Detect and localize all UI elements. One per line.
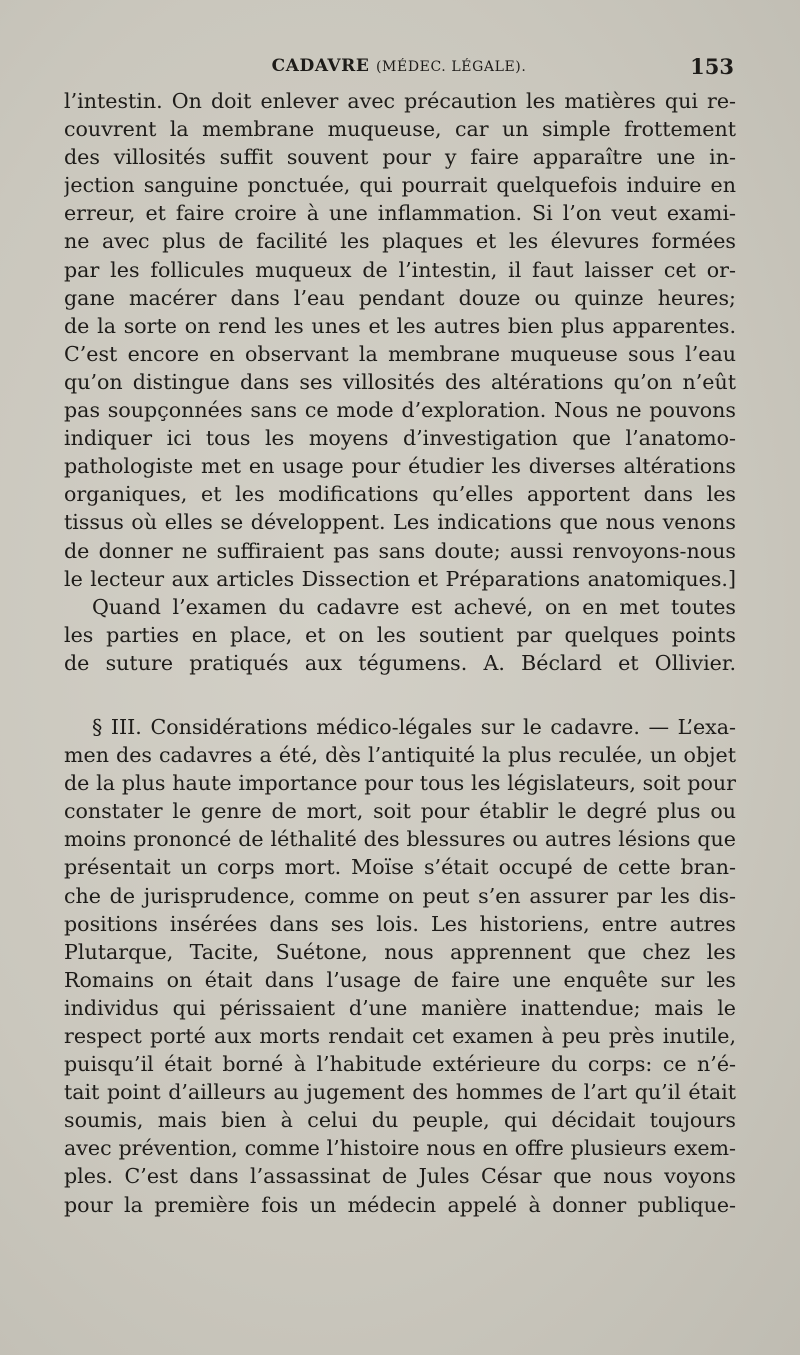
text-line: ples. C’est dans l’assassinat de Jules César que nous voyons — [64, 1164, 736, 1189]
text-line: indiquer ici tous les moyens d’investigation que l’anatomo- — [64, 426, 736, 451]
running-subtitle: (MÉDEC. LÉGALE). — [376, 59, 527, 75]
paragraph-gap — [64, 677, 736, 713]
paragraph-3 — [64, 713, 736, 1219]
text-line: de la plus haute importance pour tous les législateurs, soit pour — [64, 771, 736, 796]
text-line: puisqu’il était borné à l’habitude extérieure du corps: ce n’é- — [64, 1052, 736, 1077]
text-line: pathologiste met en usage pour étudier les diverses altérations — [64, 454, 736, 479]
text-line: C’est encore en observant la membrane muqueuse sous l’eau — [64, 341, 736, 366]
text-line: Quand l’examen du cadavre est achevé, on en met toutes — [92, 594, 736, 619]
text-line: des villosités suffit souvent pour y faire apparaître une in- — [64, 145, 736, 170]
text-line: par les follicules muqueux de l’intestin, il faut laisser cet or- — [64, 257, 736, 282]
paragraph-2 — [64, 593, 736, 677]
text-line: moins prononcé de léthalité des blessures ou autres lésions que — [64, 827, 736, 852]
text-line: gane macérer dans l’eau pendant douze ou quinze heures; — [64, 285, 736, 310]
running-title: CADAVRE — [271, 56, 370, 76]
text-line: présentait un corps mort. Moïse s’était occupé de cette bran- — [64, 855, 736, 880]
text-line: de suture pratiqués aux tégumens. A. Béclard et Ollivier. — [64, 650, 736, 675]
text-line: tissus où elles se développent. Les indications que nous venons — [64, 510, 736, 535]
running-head — [64, 56, 734, 76]
text-line: qu’on distingue dans ses villosités des altérations qu’on n’eût — [64, 369, 736, 394]
body-text — [64, 87, 736, 1219]
text-line: les parties en place, et on les soutient par quelques points — [64, 622, 736, 647]
text-line: de la sorte on rend les unes et les autres bien plus apparentes. — [64, 313, 736, 338]
text-line: jection sanguine ponctuée, qui pourrait quelquefois induire en — [64, 173, 736, 198]
text-line: pas soupçonnées sans ce mode d’exploration. Nous ne pouvons — [64, 398, 736, 423]
text-line: § III. Considérations médico-légales sur le cadavre. — L’exa- — [92, 714, 736, 739]
text-line: de donner ne suffiraient pas sans doute; aussi renvoyons-nous — [64, 538, 736, 563]
text-line: pour la première fois un médecin appelé à donner publique- — [64, 1192, 736, 1217]
text-line: le lecteur aux articles Dissection et Préparations anatomiques.] — [64, 566, 736, 591]
text-line: Plutarque, Tacite, Suétone, nous apprennent que chez les — [64, 939, 736, 964]
paragraph-1 — [64, 87, 736, 593]
text-line: Romains on était dans l’usage de faire une enquête sur les — [64, 967, 736, 992]
text-line: ne avec plus de facilité les plaques et les élevures formées — [64, 229, 736, 254]
text-line: positions insérées dans ses lois. Les historiens, entre autres — [64, 911, 736, 936]
text-line: respect porté aux morts rendait cet examen à peu près inutile, — [64, 1024, 736, 1048]
text-line: avec prévention, comme l’histoire nous en offre plusieurs exem- — [64, 1136, 736, 1161]
page-header — [64, 56, 734, 82]
text-line: soumis, mais bien à celui du peuple, qui décidait toujours — [64, 1108, 736, 1133]
text-line: erreur, et faire croire à une inflammation. Si l’on veut exami- — [64, 201, 736, 226]
text-line: couvrent la membrane muqueuse, car un simple frottement — [64, 117, 736, 142]
page-number: 153 — [690, 54, 734, 79]
text-line: individus qui périssaient d’une manière inattendue; mais le — [64, 995, 736, 1020]
text-line: l’intestin. On doit enlever avec précaution les matières qui re- — [64, 89, 736, 113]
text-line: constater le genre de mort, soit pour établir le degré plus ou — [64, 799, 736, 824]
text-line: che de jurisprudence, comme on peut s’en assurer par les dis- — [64, 883, 736, 908]
text-line: tait point d’ailleurs au jugement des hommes de l’art qu’il était — [64, 1080, 736, 1105]
text-line: men des cadavres a été, dès l’antiquité la plus reculée, un objet — [64, 743, 736, 768]
text-line: organiques, et les modifications qu’elles apportent dans les — [64, 482, 736, 507]
